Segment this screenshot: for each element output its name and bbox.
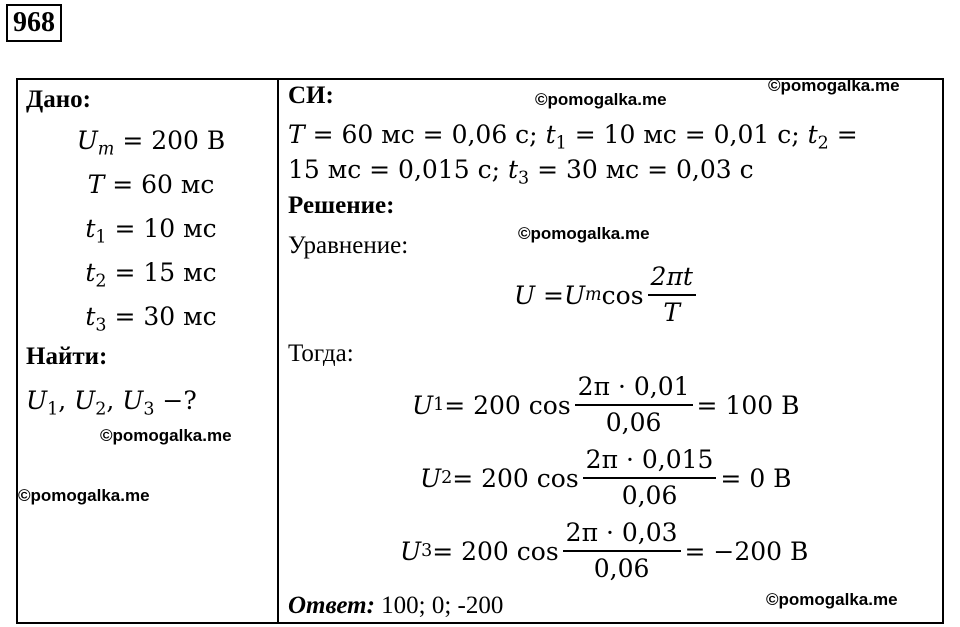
watermark: ©pomogalka.me	[766, 590, 898, 609]
given-t1: $t_1 = 10$ мс	[85, 214, 217, 248]
equation-u3: U 3 = 200 cos $\frac{2\pi \cdot 0,03}{0,06}$ = −200 В	[400, 518, 809, 583]
column-divider	[277, 78, 279, 624]
solution-title: Решение:	[288, 192, 395, 219]
watermark: ©pomogalka.me	[100, 426, 232, 445]
given-period: T = 60 мс	[87, 170, 215, 199]
given-t2: $t_2 = 15$ мс	[85, 258, 217, 292]
u3-fraction: $\frac{2\pi \cdot 0,03}{0,06}$	[563, 518, 681, 584]
si-line-2: 15 мс = 0,015 с; $t_3 = 30$ мс = 0,03 с	[288, 155, 754, 189]
watermark: ©pomogalka.me	[535, 90, 667, 109]
equation-main: U = U m cos $\frac{2\pi t}{T}$	[514, 262, 700, 328]
si-line-1: T = 60 мс = 0,06 с; $t_1 = 10$ мс = 0,01 с; $t_2$ =	[288, 120, 858, 154]
u2-fraction: $\frac{2\pi \cdot 0,015}{0,06}$	[583, 445, 717, 511]
si-title: СИ:	[288, 82, 334, 109]
find-unknowns: $U_1$, $U_2$, $U_3$ −?	[26, 386, 197, 420]
answer: Ответ: 100; 0; -200	[288, 592, 504, 619]
watermark: ©pomogalka.me	[768, 76, 900, 95]
given-um: $U_m = 200$ В	[76, 126, 226, 160]
u1-fraction: $\frac{2\pi \cdot 0,01}{0,06}$	[575, 372, 693, 438]
equation-u2: U 2 = 200 cos $\frac{2\pi \cdot 0,015}{0,06}$ = 0 В	[420, 445, 792, 510]
equation-fraction: $\frac{2\pi t}{T}$	[648, 262, 696, 328]
given-t3: $t_3 = 30$ мс	[85, 302, 217, 336]
then-label: Тогда:	[288, 340, 354, 367]
equation-label: Уравнение:	[288, 232, 409, 259]
problem-number: 968	[6, 4, 62, 42]
equation-u1: U 1 = 200 cos $\frac{2\pi \cdot 0,01}{0,06}$ = 100 В	[412, 372, 800, 437]
find-title: Найти:	[26, 343, 108, 370]
watermark: ©pomogalka.me	[18, 486, 150, 505]
watermark: ©pomogalka.me	[518, 224, 650, 243]
given-title: Дано:	[26, 86, 91, 113]
